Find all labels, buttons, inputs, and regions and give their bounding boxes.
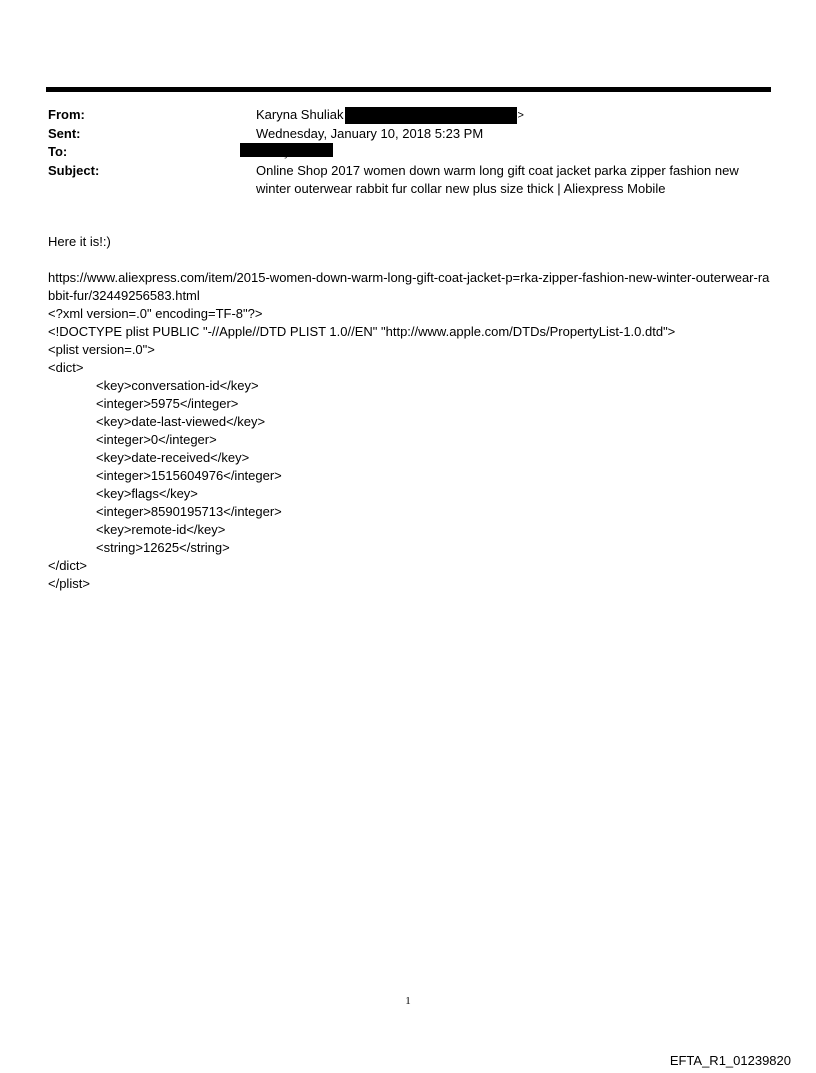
sent-label: Sent: (48, 125, 81, 141)
plist-open-line: <plist version=.0"> (48, 342, 155, 357)
dict-open-line: <dict> (48, 360, 84, 375)
to-label: To: (48, 143, 68, 159)
email-body (48, 233, 773, 593)
dict-entry-line: <string>12625</string> (96, 540, 230, 555)
page-number: 1 (405, 995, 411, 1007)
from-label: From: (48, 107, 85, 122)
dict-entry-line: <key>conversation-id</key> (96, 378, 259, 393)
subject-row (48, 162, 768, 198)
subject-label: Subject: (48, 162, 100, 178)
from-tail: > (517, 109, 524, 122)
email-header (48, 106, 768, 198)
dict-entry-line: <key>remote-id</key> (96, 522, 226, 537)
dict-entry-line: <integer>0</integer> (96, 432, 217, 447)
header-rule (46, 87, 771, 92)
sent-value: Wednesday, January 10, 2018 5:23 PM (256, 125, 484, 141)
dict-entry-line: <key>date-last-viewed</key> (96, 414, 266, 429)
dict-entry-line: <integer>5975</integer> (96, 396, 239, 411)
from-name: Karyna Shuliak (256, 107, 344, 122)
plist-close-line: </plist> (48, 576, 90, 591)
sent-row (48, 125, 768, 143)
from-row (48, 106, 768, 125)
redaction-bar (345, 107, 517, 124)
redaction-bar (240, 143, 333, 157)
dict-close-line: </dict> (48, 558, 88, 573)
dict-entry-line: <key>flags</key> (96, 486, 198, 501)
product-link[interactable]: https://www.aliexpress.com/item/2015-women-down-warm-long-gift-coat-jacket-p=rka-zipper-fashion-new-winter-outerwear-rabbit-fur/32449256583.html (48, 270, 770, 303)
to-value (256, 143, 768, 162)
greeting-text: Here it is!:) (48, 234, 111, 249)
document-id: EFTA_R1_01239820 (669, 1053, 791, 1068)
from-value (256, 106, 768, 125)
dict-entry-line: <key>date-received</key> (96, 450, 250, 465)
dict-entry-line: <integer>8590195713</integer> (96, 504, 282, 519)
xml-declaration: <?xml version=.0" encoding=TF-8"?> (48, 306, 263, 321)
to-row (48, 143, 768, 162)
doctype-line: <!DOCTYPE plist PUBLIC "-//Apple//DTD PLIST 1.0//EN" "http://www.apple.com/DTDs/PropertyList-1.0.dtd"> (48, 324, 676, 339)
subject-value: Online Shop 2017 women down warm long gift coat jacket parka zipper fashion new winter outerwear rabbit fur collar new plus size thick | Aliexpress Mobile (256, 162, 739, 196)
dict-entry-line: <integer>1515604976</integer> (96, 468, 282, 483)
